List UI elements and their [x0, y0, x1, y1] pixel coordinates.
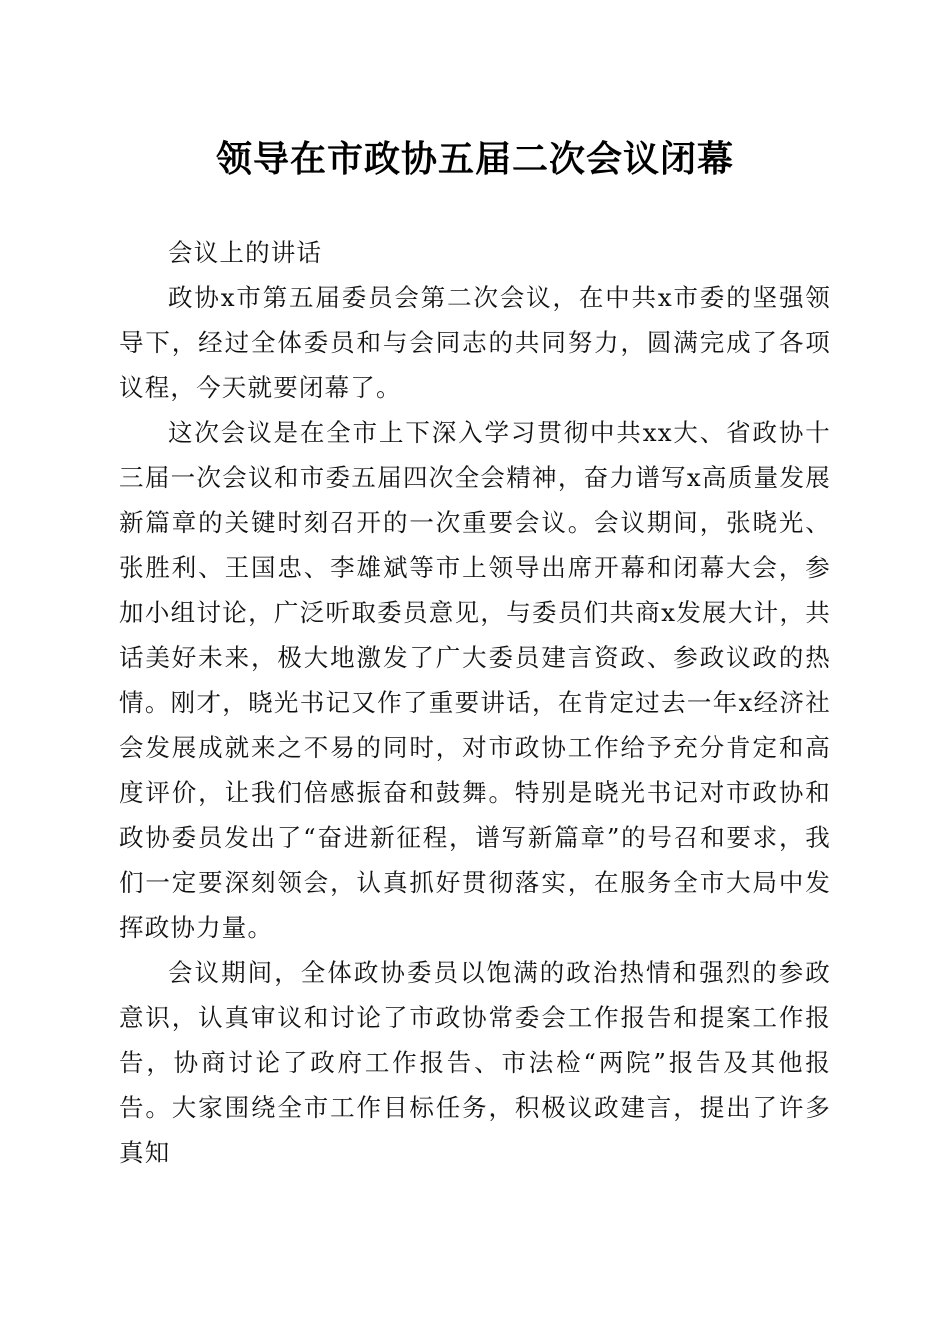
- paragraph: 这次会议是在全市上下深入学习贯彻中共xx大、省政协十三届一次会议和市委五届四次全会精神，奋力谱写x高质量发展新篇章的关键时刻召开的一次重要会议。会议期间，张晓光、张胜利、王国忠、李雄斌等市上领导出席开幕和闭幕大会，参加小组讨论，广泛听取委员意见，与委员们共商x发展大计，共话美好未来，极大地激发了广大委员建言资政、参政议政的热情。刚才，晓光书记又作了重要讲话，在肯定过去一年x经济社会发展成就来之不易的同时，对市政协工作给予充分肯定和高度评价，让我们倍感振奋和鼓舞。特别是晓光书记对市政协和政协委员发出了“奋进新征程，谱写新篇章”的号召和要求，我们一定要深刻领会，认真抓好贯彻落实，在服务全市大局中发挥政协力量。: [119, 418, 831, 942]
- paragraph: 会议期间，全体政协委员以饱满的政治热情和强烈的参政意识，认真审议和讨论了市政协常委会工作报告和提案工作报告，协商讨论了政府工作报告、市法检“两院”报告及其他报告。大家围绕全市工作目标任务，积极议政建言，提出了许多真知: [119, 958, 831, 1167]
- document-body: [119, 230, 831, 1175]
- paragraph-subtitle: 会议上的讲话: [168, 238, 323, 267]
- document-title: 领导在市政协五届二次会议闭幕: [215, 138, 734, 180]
- paragraph: 政协x市第五届委员会第二次会议，在中共x市委的坚强领导下，经过全体委员和与会同志的共同努力，圆满完成了各项议程，今天就要闭幕了。: [119, 283, 831, 402]
